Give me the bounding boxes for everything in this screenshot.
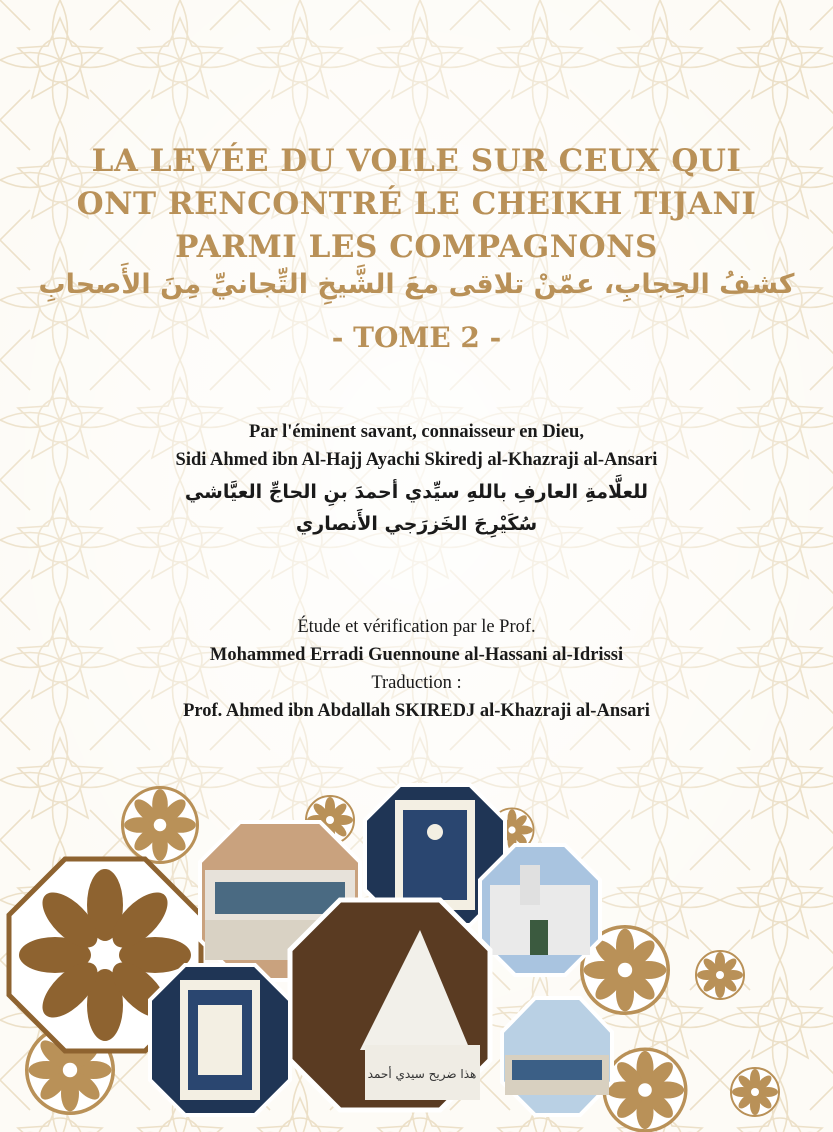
tomb-inscription: هذا ضريح سيدي أحمد	[367, 1067, 477, 1081]
translator-name: Prof. Ahmed ibn Abdallah SKIREDJ al-Khazraji al-Ansari	[183, 701, 650, 721]
credits-block	[0, 613, 833, 725]
translation-label: Traduction :	[371, 673, 462, 693]
rosette-ornament	[696, 951, 744, 999]
arabic-title: كشفُ الحِجابِ، عمّنْ تلاقى معَ الشَّيخِ التِّجانيِّ مِنَ الأَصحابِ	[38, 269, 795, 300]
author-intro: Par l'éminent savant, connaisseur en Dieu,	[249, 422, 584, 442]
title-line-3: PARMI LES COMPAGNONS	[175, 229, 658, 265]
title-line-2: ONT RENCONTRÉ LE CHEIKH TIJANI	[76, 186, 757, 222]
photo-collage	[0, 770, 833, 1132]
photo-tile-panel	[150, 965, 290, 1115]
arabic-author-line-1: للعلَّامةِ العارفِ باللهِ سيِّدي أحمدَ بنِ الحاجِّ العيَّاشي	[184, 481, 649, 503]
rosette-ornament	[604, 1049, 686, 1131]
photo-marble-tomb	[290, 900, 490, 1110]
rosette-ornament	[731, 1068, 779, 1116]
study-name: Mohammed Erradi Guennoune al-Hassani al-Idrissi	[209, 645, 624, 665]
author-name: Sidi Ahmed ibn Al-Hajj Ayachi Skiredj al-Khazraji al-Ansari	[175, 450, 658, 470]
photo-mosque-building	[480, 845, 600, 975]
arabic-author-line-2: سُكَيْرِجَ الخَزرَجي الأَنصاري	[295, 513, 538, 535]
photo-cemetery	[502, 998, 612, 1115]
study-label: Étude et vérification par le Prof.	[297, 617, 536, 637]
title-line-1: LA LEVÉE DU VOILE SUR CEUX QUI	[91, 143, 742, 179]
title-block	[0, 140, 833, 269]
rosette-ornament	[123, 788, 198, 863]
author-block	[0, 418, 833, 474]
tome-label: - TOME 2 -	[331, 321, 502, 354]
arabic-author-block	[0, 476, 833, 540]
